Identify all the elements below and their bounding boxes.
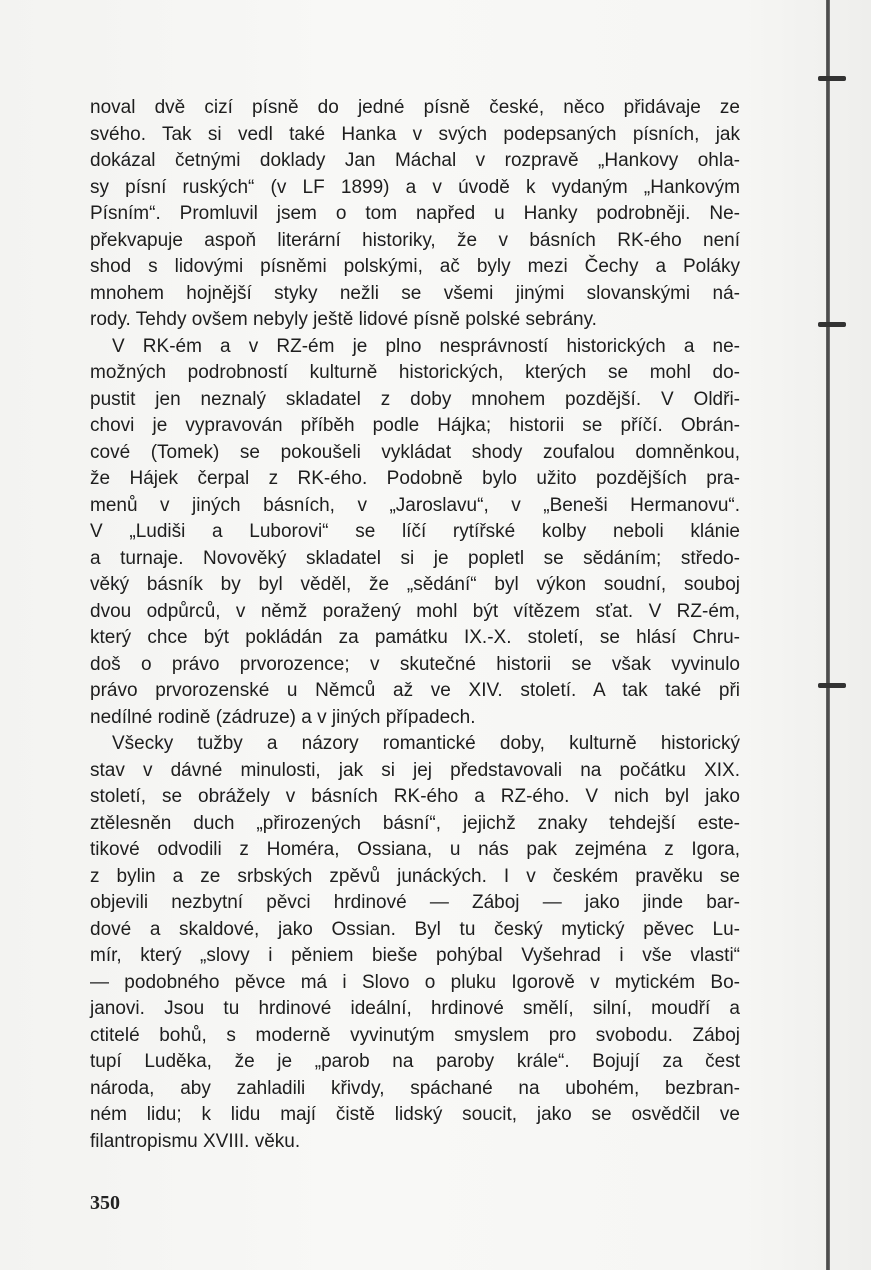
text-line: právo prvorozenské u Němců až ve XIV. století. A tak také při <box>90 680 740 701</box>
text-line: noval dvě cizí písně do jedné písně české, něco přidávaje ze <box>90 97 740 118</box>
text-line: mnohem hojnější styky nežli se všemi jinými slovanskými ná- <box>90 282 740 304</box>
text-line: nedílné rodině (zádruze) a v jiných případech. <box>90 706 476 728</box>
text-line: svého. Tak si vedl také Hanka v svých podepsaných písních, jak <box>90 123 740 145</box>
body-text <box>90 95 740 1155</box>
text-line: doš o právo prvorozence; v skutečné historii se však vyvinulo <box>90 653 740 675</box>
text-line: ném lidu; k lidu mají čistě lidský soucit, jako se osvědčil ve <box>90 1104 740 1125</box>
page-number: 350 <box>90 1192 120 1214</box>
text-line: možných podrobností kulturně historických, kterých se mohl do- <box>90 362 740 383</box>
text-line: Všecky tužby a názory romantické doby, kulturně historický <box>112 733 740 754</box>
text-line: mír, který „slovy i pěniem bieše pohýbal Vyšehrad i vše vlasti“ <box>90 945 740 966</box>
binding-line <box>826 0 830 1270</box>
text-line: cové (Tomek) se pokoušeli vykládat shody zoufalou domněnkou, <box>90 441 740 463</box>
paragraph-1 <box>90 95 740 334</box>
text-line: filantropismu XVIII. věku. <box>90 1130 301 1152</box>
text-line: stav v dávné minulosti, jak si jej představovali na počátku XIX. <box>90 759 740 781</box>
text-line: shod s lidovými písněmi polskými, ač byly mezi Čechy a Poláky <box>90 256 740 277</box>
text-line: tikové odvodili z Homéra, Ossiana, u nás pak zejména z Igora, <box>90 839 740 860</box>
paragraph-2 <box>90 334 740 732</box>
text-line: menů v jiných básních, v „Jaroslavu“, v „Beneši Hermanovu“. <box>90 494 740 516</box>
text-line: překvapuje aspoň literární historiky, že v básních RK-ého není <box>90 229 740 251</box>
binding-knot <box>818 322 846 327</box>
text-line: objevili nezbytní pěvci hrdinové — Záboj — jako jinde bar- <box>90 892 740 913</box>
text-line: věký básník by byl věděl, že „sědání“ byl výkon soudní, souboj <box>90 574 740 595</box>
paragraph-3 <box>90 731 740 1155</box>
text-line: a turnaje. Novověký skladatel si je popletl se sědáním; středo- <box>90 547 740 569</box>
text-line: janovi. Jsou tu hrdinové ideální, hrdinové smělí, silní, moudří a <box>90 998 740 1019</box>
text-line: že Hájek čerpal z RK-ého. Podobně bylo užito pozdějších pra- <box>90 468 740 489</box>
text-line: tupí Luděka, že je „parob na paroby krále“. Bojují za čest <box>90 1051 740 1072</box>
binding-thread <box>820 0 836 1270</box>
text-line: z bylin a ze srbských zpěvů junáckých. I v českém pravěku se <box>90 865 740 887</box>
binding-knot <box>818 683 846 688</box>
text-line: který chce být pokládán za památku IX.-X. století, se hlásí Chru- <box>90 627 740 648</box>
text-line: dokázal četnými doklady Jan Máchal v rozpravě „Hankovy ohla- <box>90 150 740 171</box>
text-line: Písním“. Promluvil jsem o tom napřed u Hanky podrobněji. Ne- <box>90 203 740 224</box>
text-line: ztělesněn duch „přirozených básní“, jejichž znaky tehdejší este- <box>90 812 740 834</box>
text-line: V „Ludiši a Luborovi“ se líčí rytířské kolby neboli klánie <box>90 521 740 542</box>
text-line: V RK-ém a v RZ-ém je plno nesprávností historických a ne- <box>112 335 740 357</box>
text-line: ctitelé bohů, s moderně vyvinutým smyslem pro svobodu. Záboj <box>90 1024 740 1046</box>
text-line: — podobného pěvce má i Slovo o pluku Igorově v mytickém Bo- <box>90 971 740 993</box>
text-line: rody. Tehdy ovšem nebyly ještě lidové písně polské sebrány. <box>90 309 597 330</box>
binding-knot <box>818 76 846 81</box>
text-line: sy písní ruských“ (v LF 1899) a v úvodě k vydaným „Hankovým <box>90 176 740 198</box>
text-line: století, se obrážely v básních RK-ého a RZ-ého. V nich byl jako <box>90 786 740 807</box>
text-line: dvou odpůrců, v němž poražený mohl být vítězem sťat. V RZ-ém, <box>90 600 740 622</box>
text-line: národa, aby zahladili křivdy, spáchané na ubohém, bezbran- <box>90 1077 740 1099</box>
text-line: pustit jen neznalý skladatel z doby mnohem pozdější. V Oldři- <box>90 388 740 410</box>
text-line: chovi je vypravován příběh podle Hájka; historii se příčí. Obrán- <box>90 415 740 436</box>
text-line: dové a skaldové, jako Ossian. Byl tu český mytický pěvec Lu- <box>90 918 740 940</box>
